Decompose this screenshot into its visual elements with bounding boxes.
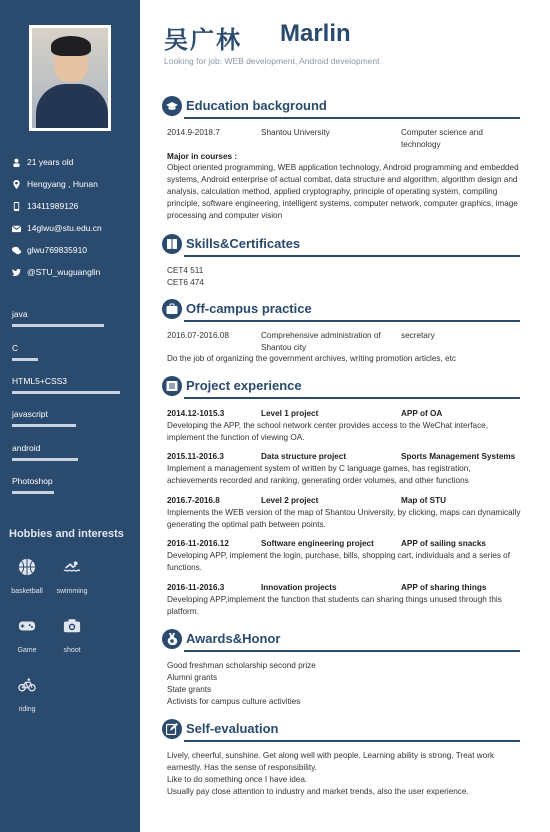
certificate-item: CET6 474 <box>167 278 204 287</box>
project-date: 2014.12-1015.3 <box>167 409 225 418</box>
contact-twitter <box>12 267 100 277</box>
skill-level-bar <box>12 324 104 327</box>
graduation-cap-icon <box>162 96 182 116</box>
award-item: Good freshman scholarship second prize <box>167 661 316 670</box>
skill-java <box>12 309 122 319</box>
section-self-evaluation <box>162 719 522 739</box>
section-title: Education background <box>186 98 327 113</box>
contact-email-text: 14glwu@stu.edu.cn <box>27 223 102 233</box>
contact-age-text: 21 years old <box>27 157 74 167</box>
project-name: APP of sailing snacks <box>401 539 486 548</box>
edit-icon <box>162 719 182 739</box>
skill-level-bar <box>12 391 120 394</box>
medal-icon <box>162 629 182 649</box>
contact-location <box>12 179 98 189</box>
project-level: Innovation projects <box>261 583 337 592</box>
courses-label: Major in courses : <box>167 152 238 161</box>
section-practice <box>162 299 522 319</box>
section-education <box>162 96 522 116</box>
section-title: Project experience <box>186 378 302 393</box>
skill-level-bar <box>12 424 76 427</box>
skill-name: javascript <box>12 409 48 419</box>
section-skills-certificates <box>162 234 522 254</box>
practice-role: secretary <box>401 331 435 340</box>
contact-twitter-text: @STU_wuguanglin <box>27 267 101 277</box>
wechat-icon <box>12 246 21 255</box>
section-title: Awards&Honor <box>186 631 281 646</box>
location-icon <box>12 180 21 189</box>
profile-photo <box>29 25 111 131</box>
camera-icon <box>63 617 81 635</box>
section-title: Skills&Certificates <box>186 236 301 251</box>
skill-name: android <box>12 443 41 453</box>
name-english: Marlin <box>280 20 351 47</box>
hobby-swimming <box>47 558 97 595</box>
project-date: 2015.11-2016.3 <box>167 452 224 461</box>
main-content <box>140 0 550 832</box>
basketball-icon <box>18 558 36 576</box>
project-level: Level 1 project <box>261 409 319 418</box>
section-title: Off-campus practice <box>186 301 312 316</box>
hobby-label: riding <box>18 706 36 713</box>
hobby-shoot <box>47 617 97 654</box>
section-awards <box>162 629 522 649</box>
hobby-label: Game <box>17 647 37 654</box>
courses-text: Object oriented programming, WEB application technology, Android programming and embedded systems, Android enterprise of actual combat, data structure and algorithm, algorithm design and analysis, calculation method, applied cryptography, principle of operating system, compiling principle, software engineering, intelligent systems, computer network, computer graphics, image processing and computer vision <box>167 163 519 220</box>
skill-level-bar <box>12 491 54 494</box>
hobby-riding <box>2 676 52 713</box>
education-major: Computer science and technology <box>401 128 483 149</box>
twitter-icon <box>12 268 21 277</box>
briefcase-icon <box>162 299 182 319</box>
list-icon <box>162 376 182 396</box>
person-icon <box>12 158 21 167</box>
skill-javascript <box>12 409 122 419</box>
contact-wechat-text: glwu769835910 <box>27 245 88 255</box>
contact-age <box>12 157 73 167</box>
self-eval-line: Lively, cheerful, sunshine. Get along well with people. Learning ability is strong, Treat work earnestly. Has the sense of responsibility. <box>167 751 495 772</box>
hobby-label: swimming <box>56 588 88 595</box>
education-school: Shantou University <box>261 128 330 137</box>
project-desc: Developing APP, implement the login, purchase, bills, shopping cart, individuals and a series of functions. <box>167 551 511 572</box>
book-icon <box>162 234 182 254</box>
award-item: State grants <box>167 685 212 694</box>
skill-name: java <box>12 309 28 319</box>
skill-name: C <box>12 343 19 353</box>
hobby-label: shoot <box>63 647 81 654</box>
project-name: Map of STU <box>401 496 447 505</box>
phone-icon <box>12 202 21 211</box>
gamepad-icon <box>18 617 36 635</box>
project-level: Data structure project <box>261 452 347 461</box>
project-level: Level 2 project <box>261 496 319 505</box>
self-eval-line: Usually pay close attention to industry and market trends, also the user experience. <box>167 787 469 796</box>
section-title: Self-evaluation <box>186 721 279 736</box>
project-desc: Implement a management system of written by C language games, has registration, achievements recorded and ranking, generating order volumes, and other functions <box>167 464 471 485</box>
contact-email <box>12 223 102 233</box>
award-item: Alumni grants <box>167 673 218 682</box>
skill-level-bar <box>12 458 78 461</box>
project-date: 2016-11-2016.3 <box>167 583 225 592</box>
skill-name: HTML5+CSS3 <box>12 376 68 386</box>
certificate-item: CET4 511 <box>167 266 204 275</box>
skill-html-css <box>12 376 122 386</box>
skill-c <box>12 343 122 353</box>
project-name: Sports Management Systems <box>401 452 516 461</box>
practice-date: 2016.07-2016.08 <box>167 331 229 340</box>
contact-wechat <box>12 245 87 255</box>
project-date: 2016-11-2016.12 <box>167 539 229 548</box>
project-name: APP of OA <box>401 409 443 418</box>
education-date: 2014.9-2018.7 <box>167 128 220 137</box>
swimming-icon <box>63 558 81 576</box>
job-objective: Looking for job: WEB development, Android development <box>164 56 380 66</box>
contact-phone-text: 13411989126 <box>27 201 79 211</box>
contact-phone <box>12 201 78 211</box>
project-name: APP of sharing things <box>401 583 487 592</box>
email-icon <box>12 224 21 233</box>
project-desc: Implements the WEB version of the map of Shantou University, by clicking, maps can dynamically generating the optimal path between points. <box>167 508 521 529</box>
project-level: Software engineering project <box>261 539 374 548</box>
hobby-basketball <box>2 558 52 595</box>
project-date: 2016.7-2016.8 <box>167 496 220 505</box>
project-desc: Developing APP,implement the function that students can sharing things unused through this platform. <box>167 595 502 616</box>
practice-desc: Do the job of organizing the government archives, writing promotion articles, etc <box>167 354 456 363</box>
bicycle-icon <box>18 676 36 694</box>
skill-level-bar <box>12 358 38 361</box>
name-chinese: 吴广林 <box>164 27 242 54</box>
contact-location-text: Hengyang , Hunan <box>27 179 98 189</box>
self-eval-line: Like to do something once I have idea. <box>167 775 308 784</box>
skill-android <box>12 443 122 453</box>
hobby-label: basketball <box>11 588 43 595</box>
section-projects <box>162 376 522 396</box>
award-item: Activists for campus culture activities <box>167 697 301 706</box>
hobby-game <box>2 617 52 654</box>
sidebar <box>0 0 140 832</box>
skill-photoshop <box>12 476 122 486</box>
project-desc: Developing the APP, the school network center provides access to the WeChat interface, implement the function of viewing OA. <box>167 421 489 442</box>
hobbies-title: Hobbies and interests <box>9 528 124 540</box>
practice-org: Comprehensive administration of Shantou city <box>261 331 381 352</box>
skill-name: Photoshop <box>12 476 53 486</box>
